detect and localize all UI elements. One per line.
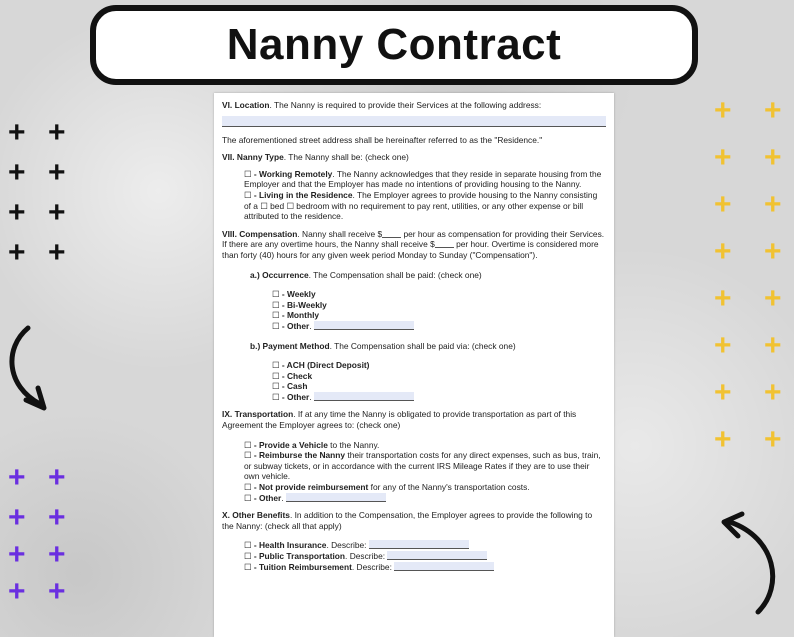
checkbox[interactable]: ☐ xyxy=(272,381,280,392)
plus-decoration: + xyxy=(8,461,26,494)
plus-decoration: + xyxy=(48,236,66,269)
title-banner xyxy=(90,5,698,85)
nanny-type-text: . The Nanny shall be: (check one) xyxy=(283,152,409,163)
banner-title: Nanny Contract xyxy=(226,20,562,69)
plus-decoration: + xyxy=(764,376,782,409)
plus-decoration: + xyxy=(8,575,26,608)
plus-decoration: + xyxy=(764,329,782,362)
plus-decoration: + xyxy=(764,141,782,174)
option-no-reimbursement: ☐ - Not provide reimbursement for any of the Nanny's transportation costs. xyxy=(244,482,530,493)
plus-decoration: + xyxy=(764,423,782,456)
option-ach: ☐ - ACH (Direct Deposit) xyxy=(272,360,370,371)
plus-decoration: + xyxy=(714,141,732,174)
payment-other-field[interactable] xyxy=(314,392,414,401)
plus-decoration: + xyxy=(8,501,26,534)
checkbox[interactable]: ☐ xyxy=(272,391,280,402)
plus-decoration: + xyxy=(8,156,26,189)
location-text: . The Nanny is required to provide their Services at the following address: xyxy=(269,100,542,110)
plus-decoration: + xyxy=(8,196,26,229)
payment-method-heading: b.) Payment Method xyxy=(250,340,330,351)
section-transportation: IX. Transportation. If at any time the Nanny is obligated to provide transportation as part of this Agreement the Employer agrees to: (check one) ☐ - Provide a Vehicle to the Nanny. ☐ - Reimburse the Nanny their transportation costs for any direct expenses, such as bus, train, or subway tickets, or in accordance with the current IRS Mileage Rates if they are to use their own vehicle. ☐ - Not provide reimbursement for any of the Nanny's transportation costs. ☐ - Other. xyxy=(222,409,606,503)
benefits-heading: X. Other Benefits xyxy=(222,510,290,521)
checkbox[interactable]: ☐ xyxy=(244,168,252,179)
option-payment-other: ☐ - Other. xyxy=(272,392,606,403)
checkbox[interactable]: ☐ xyxy=(260,200,268,211)
checkbox[interactable]: ☐ xyxy=(244,492,252,503)
plus-decoration: + xyxy=(714,188,732,221)
checkbox[interactable]: ☐ xyxy=(244,540,252,551)
checkbox[interactable]: ☐ xyxy=(244,439,252,450)
checkbox[interactable]: ☐ xyxy=(286,200,294,211)
option-provide-vehicle: ☐ - Provide a Vehicle to the Nanny. xyxy=(244,439,380,450)
curved-arrow-right xyxy=(712,508,784,618)
plus-decoration: + xyxy=(714,282,732,315)
hourly-rate-field[interactable] xyxy=(382,229,401,238)
plus-decoration: + xyxy=(48,116,66,149)
occurrence-heading: a.) Occurrence xyxy=(250,269,309,280)
curved-arrow-left xyxy=(0,322,60,414)
transport-other-field[interactable] xyxy=(286,493,386,502)
option-tuition: ☐ - Tuition Reimbursement. Describe: xyxy=(244,562,606,573)
checkbox[interactable]: ☐ xyxy=(244,551,252,561)
plus-decoration: + xyxy=(764,235,782,268)
option-bi-weekly: ☐ - Bi-Weekly xyxy=(272,299,327,310)
option-check: ☐ - Check xyxy=(272,370,313,381)
option-health-insurance: ☐ - Health Insurance. Describe: xyxy=(244,540,606,551)
plus-decoration: + xyxy=(714,376,732,409)
plus-decoration: + xyxy=(714,94,732,127)
tuition-field[interactable] xyxy=(394,562,494,571)
option-public-transportation: ☐ - Public Transportation. Describe: xyxy=(244,551,606,562)
option-reimburse: ☐ - Reimburse the Nanny their transportation costs for any direct expenses, such as bus, train, or subway tickets, or in accordance with the current IRS Mileage Rates if they are to use their own vehicle. xyxy=(244,450,601,482)
plus-decoration: + xyxy=(48,461,66,494)
compensation-heading: VIII. Compensation xyxy=(222,228,298,239)
option-cash: ☐ - Cash xyxy=(272,381,308,392)
checkbox[interactable]: ☐ xyxy=(272,299,280,310)
plus-decoration: + xyxy=(764,282,782,315)
location-heading: VI. Location xyxy=(222,100,270,110)
public-transportation-field[interactable] xyxy=(387,551,487,560)
plus-decoration: + xyxy=(8,538,26,571)
transportation-heading: IX. Transportation xyxy=(222,409,294,420)
option-transport-other: ☐ - Other. xyxy=(244,493,606,504)
checkbox[interactable]: ☐ xyxy=(272,320,280,331)
checkbox[interactable]: ☐ xyxy=(244,450,252,461)
checkbox[interactable]: ☐ xyxy=(244,561,252,572)
checkbox[interactable]: ☐ xyxy=(272,310,280,321)
plus-decoration: + xyxy=(8,236,26,269)
plus-decoration: + xyxy=(48,538,66,571)
plus-decoration: + xyxy=(48,575,66,608)
plus-decoration: + xyxy=(8,116,26,149)
section-location xyxy=(222,100,606,145)
plus-decoration: + xyxy=(48,156,66,189)
option-monthly: ☐ - Monthly xyxy=(272,310,320,321)
checkbox[interactable]: ☐ xyxy=(244,482,252,493)
option-occurrence-other: ☐ - Other. xyxy=(272,321,606,332)
plus-decoration: + xyxy=(714,423,732,456)
option-living-in-residence: ☐ - Living in the Residence. The Employer agrees to provide housing to the Nanny consisting of a ☐ bed ☐ bedroom with no requirement to pay rent, utilities, or any other expense or bill attributed to the residence. xyxy=(244,189,598,222)
plus-decoration: + xyxy=(714,235,732,268)
location-after: The aforementioned street address shall be hereinafter referred to as the "Residence." xyxy=(222,134,543,145)
document-page xyxy=(214,93,614,637)
option-working-remotely: ☐ - Working Remotely. The Nanny acknowledges that they reside in separate housing from the Employer and that the Employer has made no intentions of providing housing to the Nanny. xyxy=(244,168,602,190)
checkbox[interactable]: ☐ xyxy=(272,360,280,371)
section-nanny-type xyxy=(222,152,606,222)
plus-decoration: + xyxy=(764,94,782,127)
address-field[interactable] xyxy=(222,116,606,127)
plus-decoration: + xyxy=(714,329,732,362)
checkbox[interactable]: ☐ xyxy=(272,289,280,300)
overtime-rate-field[interactable] xyxy=(435,239,454,248)
checkbox[interactable]: ☐ xyxy=(244,189,252,200)
section-other-benefits: X. Other Benefits. In addition to the Compensation, the Employer agrees to provide the following to the Nanny: (check all that apply) ☐ - Health Insurance. Describe: ☐ - Public Transportation. Describe: ☐ - Tuition Reimbursement. Describe: xyxy=(222,510,606,572)
plus-decoration: + xyxy=(48,196,66,229)
plus-decoration: + xyxy=(48,501,66,534)
nanny-type-heading: VII. Nanny Type xyxy=(222,152,284,163)
occurrence-other-field[interactable] xyxy=(314,321,414,330)
checkbox[interactable]: ☐ xyxy=(272,370,280,381)
option-weekly: ☐ - Weekly xyxy=(272,289,316,300)
section-compensation: VIII. Compensation. Nanny shall receive $ per hour as compensation for providing their Services. If there are any overtime hours, the Nanny shall receive $ per hour. Overtime is considered more than forty (40) hours for any given week period Monday to Sunday ("Compensation"). a.) Occurrence. The Compensation shall be paid: (check one) ☐ - Weekly ☐ - Bi-Weekly ☐ - Monthly ☐ - Other. b.) Payment Method. The Compensation shall be paid via: (check one) ☐ - ACH (Direct Deposit) ☐ - Check ☐ - Cash ☐ - Other. xyxy=(222,228,605,402)
health-insurance-field[interactable] xyxy=(369,540,469,549)
plus-decoration: + xyxy=(764,188,782,221)
